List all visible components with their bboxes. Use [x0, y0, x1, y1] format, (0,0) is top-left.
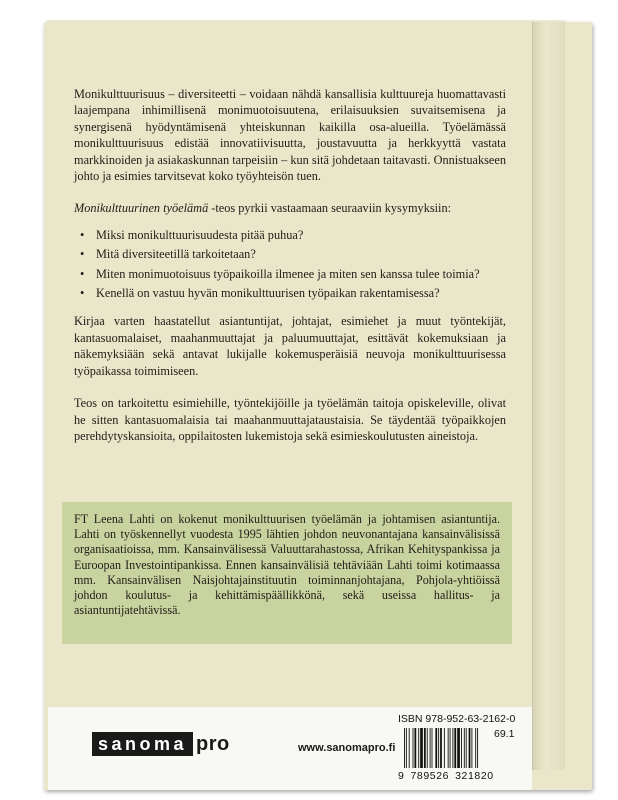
class-number: 69.1	[494, 728, 515, 740]
publisher-logo	[92, 732, 230, 756]
barcode-digit-group: 9	[398, 770, 405, 782]
barcode-bar	[440, 728, 442, 768]
barcode-bar	[466, 728, 467, 768]
barcode-bar	[448, 728, 449, 768]
intro-paragraph: Monikulttuurisuus – diversiteetti – voidaan nähdä kansallisia kulttuureja huomattavasti laajempana inhimillisenä monimuotoisuutena, erilaisuuksien suvaitsemisena ja synergisenä hyödyntämisenä yhteiskunnan kaikilla osa-alueilla. Työelämässä monikulttuurisuus edistää innovatiivisuutta, joustavuutta ja herkkyyttä vastata markkinoiden ja asiakaskunnan tarpeisiin – kun sitä johdetaan taitavasti. Onnistuakseen johto ja esimies tarvitsevat koko työyhteisön tuen.	[74, 87, 506, 184]
barcode-digit-group: 321820	[455, 770, 494, 782]
barcode-bar	[464, 728, 465, 768]
questions-intro-text: -teos pyrkii vastaamaan seuraaviin kysymyksiin:	[208, 201, 452, 216]
barcode-bar	[438, 728, 439, 768]
isbn-label: ISBN 978-952-63-2162-0	[398, 713, 516, 725]
barcode-bar	[457, 728, 460, 768]
barcode-bar	[450, 728, 451, 768]
barcode-bar	[404, 728, 405, 768]
barcode-bar	[454, 728, 456, 768]
barcode-digit-group: 789526	[410, 770, 450, 782]
barcode-bar	[424, 728, 426, 768]
barcode-bar	[444, 728, 445, 768]
interviews-paragraph: Kirjaa varten haastatellut asiantuntijat, johtajat, esimiehet ja muut työntekijät, kantasuomalaiset, maahanmuuttajat ja paluumuuttajat, esittävät kokemuksiaan ja näkemyksiään sekä antavat lukijalle kokemusperäisiä neuvoja monikulttuurisessa työpaikassa toimimiseen.	[74, 314, 506, 378]
barcode-bar	[435, 728, 437, 768]
author-bio-box	[62, 502, 512, 644]
barcode-bar	[452, 728, 453, 768]
barcode-bar	[409, 728, 410, 768]
barcode-number	[398, 770, 516, 782]
author-bio-text: FT Leena Lahti on kokenut monikulttuurisen työelämän ja johtamisen asiantuntija. Lahti on työskennellyt vuodesta 1995 lähtien johdon neuvonantajana kansainvälisissä organisaatioissa, mm. Kansainvälisessä Valuuttarahastossa, Afrikan Kehityspankissa ja Euroopan Investointipankissa. Ennen kansainvälisiä tehtäviään Lahti toimi kotimaassa mm. Kansainvälisen Naisjohtajainstituutin toiminnanjohtajana, Pohjola-yhtiöissä johdon koulutus- ja kehittämispäällikkönä, sekä useissa hallitus- ja asiantuntijatehtävissä.	[74, 512, 500, 618]
barcode-bar	[420, 728, 423, 768]
barcode-bar	[413, 728, 414, 768]
question-list	[74, 227, 506, 302]
questions-intro	[74, 200, 506, 216]
barcode-bar	[461, 728, 462, 768]
logo-suffix: pro	[196, 733, 230, 755]
barcode-bar	[471, 728, 472, 768]
barcode-bar	[469, 728, 471, 768]
barcode-bar	[475, 728, 476, 768]
barcode-bar	[430, 728, 431, 768]
barcode-bar	[406, 728, 407, 768]
book-title: Monikulttuurinen työelämä	[74, 201, 209, 216]
barcode-bar	[418, 728, 419, 768]
publisher-website: www.sanomapro.fi	[298, 742, 396, 754]
book-spine	[532, 22, 565, 770]
barcode-bar	[477, 728, 478, 768]
barcode-bar	[414, 728, 416, 768]
blurb-text	[74, 86, 506, 460]
question-item: • Miten monimuotoisuus työpaikoilla ilmenee ja miten sen kanssa tulee toimia?	[96, 266, 506, 282]
barcode-bar	[427, 728, 428, 768]
question-item: • Mitä diversiteetillä tarkoitetaan?	[96, 246, 506, 262]
audience-paragraph: Teos on tarkoitettu esimiehille, työntekijöille ja työelämän taitoja opiskeleville, olivat he sitten kantasuomalaisia tai maahanmuuttajataustaisia. Se täydentää työpaikkojen perehdytyskansioita, oppilaitosten lukemistoja sekä esimieskoulutusten aineistoja.	[74, 396, 506, 443]
barcode	[402, 728, 515, 768]
logo-main: sanoma	[92, 732, 193, 756]
question-item: • Kenellä on vastuu hyvän monikulttuurisen työpaikan rakentamisessa?	[96, 285, 506, 301]
question-item: • Miksi monikulttuurisuudesta pitää puhua?	[96, 227, 506, 243]
barcode-bar	[432, 728, 433, 768]
